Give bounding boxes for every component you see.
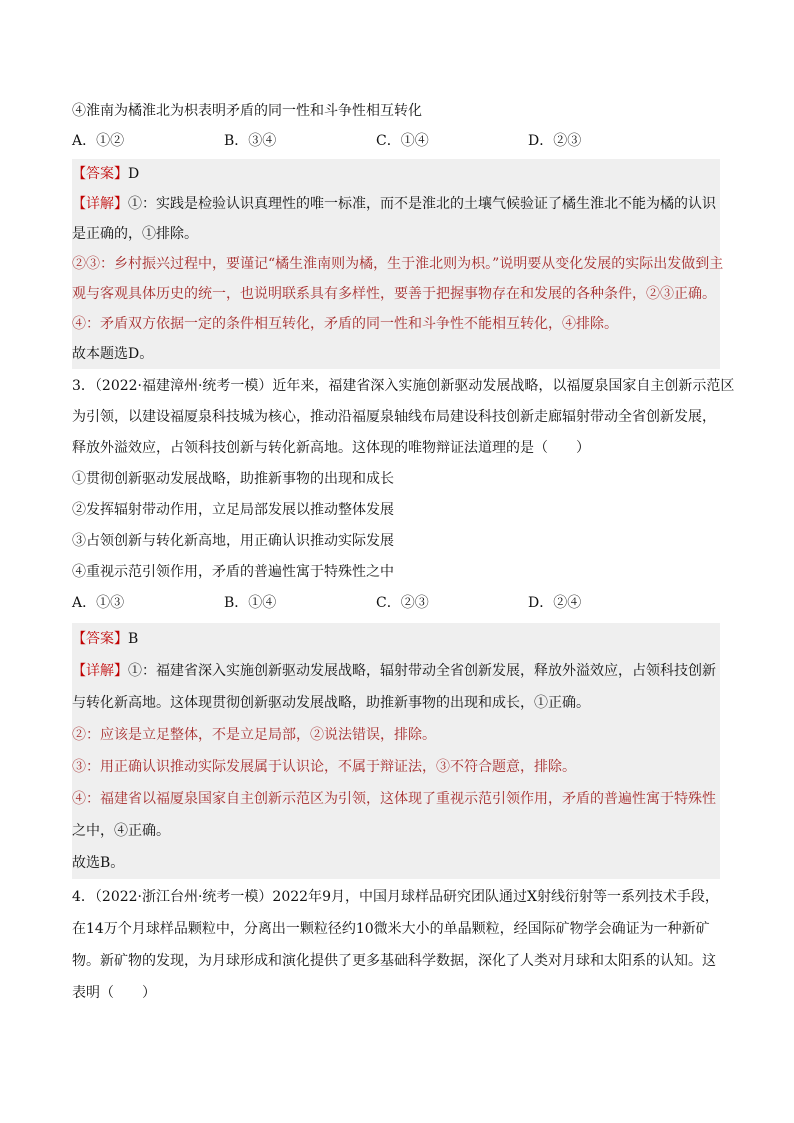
q3-option-d: D．②④ (528, 595, 582, 611)
q2-option-d: D．②③ (528, 133, 582, 149)
q2-answer-tag: 【答案】 (72, 166, 128, 182)
q2-detail-1a: ①：实践是检验认识真理性的唯一标准，而不是淮北的土壤气候验证了橘生淮北不能为橘的认识 (128, 196, 716, 212)
q3-option-b: B．①④ (224, 595, 277, 611)
q3-item-1: ①贯彻创新驱动发展战略，助推新事物的出现和成长 (72, 471, 394, 487)
q2-detail-2b: 观与客观具体历史的统一，也说明联系具有多样性，要善于把握事物存在和发展的各种条件，②③正确。 (72, 286, 716, 302)
q2-conclusion: 故本题选D。 (72, 346, 154, 362)
page-content (72, 99, 735, 1009)
q3-detail-2: ②：应该是立足整体，不是立足局部，②说法错误，排除。 (72, 727, 436, 743)
q2-option-b: B．③④ (224, 133, 277, 149)
q2-answer-value: D (128, 166, 140, 182)
q2-detail-3: ④：矛盾双方依据一定的条件相互转化，矛盾的同一性和斗争性不能相互转化，④排除。 (72, 316, 618, 332)
q3-detail-1a: ①：福建省深入实施创新驱动发展战略，辐射带动全省创新发展，释放外溢效应，占领科技创新 (128, 663, 716, 679)
q3-conclusion: 故选B。 (72, 855, 125, 871)
q3-answer-value: B (128, 631, 139, 647)
q3-stem-1: 3．（2022·福建漳州·统考一模）近年来，福建省深入实施创新驱动发展战略，以福厦泉国家自主创新示范区 (72, 378, 735, 394)
q2-option-c: C．①④ (376, 133, 429, 149)
q3-stem-3: 释放外溢效应，占领科技创新与转化新高地。这体现的唯物辩证法道理的是（ ） (72, 440, 590, 456)
q4-stem-3: 物。新矿物的发现，为月球形成和演化提供了更多基础科学数据，深化了人类对月球和太阳系的认知。这 (72, 953, 716, 969)
q3-detail-tag: 【详解】 (72, 663, 128, 679)
q4-stem-2: 在14万个月球样品颗粒中，分离出一颗粒径约10微米大小的单晶颗粒，经国际矿物学会确证为一种新矿 (72, 921, 710, 937)
q3-item-4: ④重视示范引领作用，矛盾的普遍性寓于特殊性之中 (72, 564, 394, 580)
q2-options (72, 129, 720, 153)
q3-options (72, 588, 720, 619)
q3-item-2: ②发挥辐射带动作用，立足局部发展以推动整体发展 (72, 502, 394, 518)
q3-detail-4b: 之中，④正确。 (72, 823, 170, 839)
q2-option-a: A．①② (72, 133, 125, 149)
q2-detail-tag: 【详解】 (72, 196, 128, 212)
q2-detail-2a: ②③：乡村振兴过程中，要谨记“橘生淮南则为橘，生于淮北则为枳。”说明要从变化发展的实际出发做到主 (72, 256, 724, 272)
q3-option-a: A．①③ (72, 595, 125, 611)
q3-detail-4a: ④：福建省以福厦泉国家自主创新示范区为引领，这体现了重视示范引领作用，矛盾的普遍性寓于特殊性 (72, 791, 716, 807)
q3-option-c: C．②③ (376, 595, 429, 611)
q3-answer-block (72, 623, 720, 879)
q2-answer-line (72, 159, 720, 189)
q3-answer-line (72, 623, 720, 655)
q2-detail-line-1a (72, 189, 720, 219)
q4-stem-4: 表明（ ） (72, 985, 156, 1001)
q3-stem-2: 为引领，以建设福厦泉科技城为核心，推动沿福厦泉轴线布局建设科技创新走廊辐射带动全省创新发展， (72, 409, 716, 425)
q2-answer-block (72, 159, 724, 369)
q2-detail-1b: 是正确的，①排除。 (72, 226, 198, 242)
q3-answer-tag: 【答案】 (72, 631, 128, 647)
q3-item-3: ③占领创新与转化新高地，用正确认识推动实际发展 (72, 533, 394, 549)
q3-detail-1b: 与转化新高地。这体现贯彻创新驱动发展战略，助推新事物的出现和成长，①正确。 (72, 695, 590, 711)
q3-detail-line-1a (72, 655, 720, 687)
q2-item-4: ④淮南为橘淮北为枳表明矛盾的同一性和斗争性相互转化 (72, 103, 422, 119)
q4-stem-1: 4．（2022·浙江台州·统考一模）2022年9月，中国月球样品研究团队通过X射线衍射等一系列技术手段， (72, 889, 719, 905)
q3-detail-3: ③：用正确认识推动实际发展属于认识论，不属于辩证法，③不符合题意，排除。 (72, 759, 576, 775)
